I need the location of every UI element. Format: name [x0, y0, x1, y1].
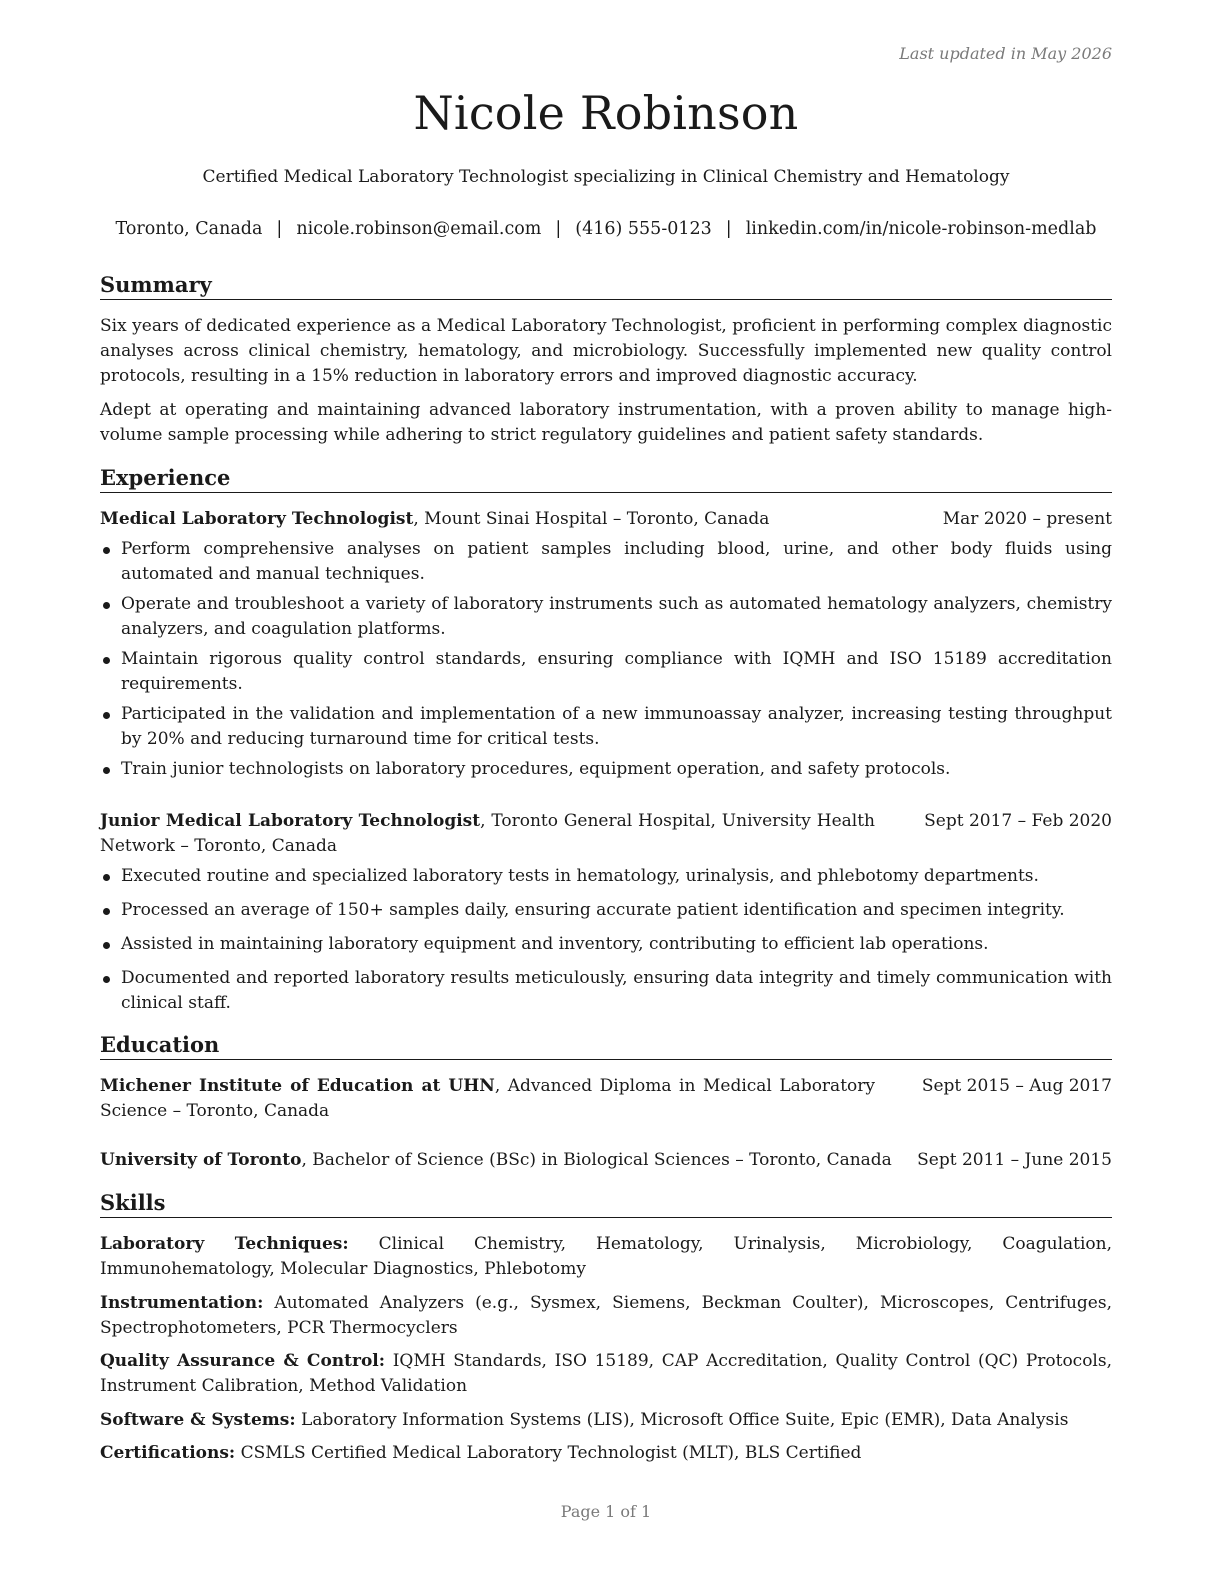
skill-label: Laboratory Techniques: — [100, 1234, 349, 1254]
page-number: Page 1 of 1 — [560, 1502, 652, 1521]
contact-separator: | — [276, 219, 283, 239]
education-details — [100, 1148, 892, 1173]
education-details — [100, 1074, 875, 1124]
section-title-skills: Skills — [100, 1190, 1112, 1218]
skill-value: Clinical Chemistry, Hematology, Urinalysis, Microbiology, Coagulation, Immunohematology, Molecular Diagnostics, Phlebotomy — [100, 1234, 1112, 1279]
summary-paragraph: Adept at operating and maintaining advanced laboratory instrumentation, with a proven ability to manage high-volume sample processing while adhering to strict regulatory guidelines and patient safety standards. — [100, 400, 1112, 445]
list-item: Executed routine and specialized laboratory tests in hematology, urinalysis, and phlebotomy departments. — [100, 864, 1112, 889]
contact-location: Toronto, Canada — [115, 219, 263, 239]
list-item: Participated in the validation and implementation of a new immunoassay analyzer, increasing testing throughput by 20% and reducing turnaround time for critical tests. — [100, 702, 1112, 752]
contact-phone[interactable]: (416) 555-0123 — [575, 219, 712, 239]
skill-value: Automated Analyzers (e.g., Sysmex, Siemens, Beckman Coulter), Microscopes, Centrifuges, Spectrophotometers, PCR Thermocyclers — [100, 1293, 1112, 1338]
list-item: Train junior technologists on laboratory procedures, equipment operation, and safety protocols. — [100, 757, 1112, 782]
experience-role — [100, 809, 875, 859]
skill-label: Software & Systems: — [100, 1410, 296, 1430]
skill-row — [100, 1441, 1112, 1466]
skill-label: Certifications: — [100, 1443, 236, 1463]
section-title-summary: Summary — [100, 272, 1112, 300]
list-item: Maintain rigorous quality control standards, ensuring compliance with IQMH and ISO 15189 accreditation requirements. — [100, 647, 1112, 697]
school-name: University of Toronto — [100, 1150, 302, 1170]
last-updated: Last updated in May 2026 — [899, 44, 1112, 63]
summary-paragraph: Six years of dedicated experience as a Medical Laboratory Technologist, proficient in performing complex diagnostic analyses across clinical chemistry, hematology, and microbiology. Successfully implemented new quality control protocols, resulting in a 15% reduction in laboratory errors and improved diagnostic accuracy. — [100, 316, 1112, 386]
experience-entry-header — [100, 809, 1112, 859]
skill-label: Instrumentation: — [100, 1293, 264, 1313]
list-item: Documented and reported laboratory results meticulously, ensuring data integrity and timely communication with clinical staff. — [100, 966, 1112, 1016]
skill-row — [100, 1291, 1112, 1341]
contact-separator: | — [725, 219, 732, 239]
job-organization: , Toronto General Hospital, University Health Network – Toronto, Canada — [100, 811, 875, 856]
skill-label: Quality Assurance & Control: — [100, 1351, 386, 1371]
list-item: Perform comprehensive analyses on patient samples including blood, urine, and other body fluids using automated and manual techniques. — [100, 537, 1112, 587]
contact-linkedin[interactable]: linkedin.com/in/nicole-robinson-medlab — [745, 219, 1097, 239]
headline: Certified Medical Laboratory Technologist specializing in Clinical Chemistry and Hematology — [202, 167, 1010, 187]
education-dates: Sept 2015 – Aug 2017 — [921, 1076, 1112, 1096]
skill-row — [100, 1349, 1112, 1399]
degree: , Advanced Diploma in Medical Laboratory Science – Toronto, Canada — [100, 1076, 875, 1121]
contact-email[interactable]: nicole.robinson@email.com — [296, 219, 542, 239]
list-item: Operate and troubleshoot a variety of laboratory instruments such as automated hematology analyzers, chemistry analyzers, and coagulation platforms. — [100, 592, 1112, 642]
contact-separator: | — [555, 219, 562, 239]
contact-line — [86, 219, 1126, 239]
skill-value: Laboratory Information Systems (LIS), Microsoft Office Suite, Epic (EMR), Data Analysis — [295, 1410, 1069, 1430]
candidate-name: Nicole Robinson — [413, 86, 799, 140]
education-entry — [100, 1074, 1112, 1124]
list-item: Assisted in maintaining laboratory equipment and inventory, contributing to efficient lab operations. — [100, 932, 1112, 957]
education-dates: Sept 2011 – June 2015 — [917, 1150, 1112, 1170]
section-title-education: Education — [100, 1032, 1112, 1060]
skill-value: IQMH Standards, ISO 15189, CAP Accreditation, Quality Control (QC) Protocols, Instrument Calibration, Method Validation — [100, 1351, 1113, 1396]
degree: , Bachelor of Science (BSc) in Biological Sciences – Toronto, Canada — [301, 1150, 892, 1170]
experience-entry-header — [100, 507, 1112, 532]
job-title: Junior Medical Laboratory Technologist — [100, 811, 481, 831]
job-dates: Mar 2020 – present — [942, 509, 1112, 529]
skill-row — [100, 1408, 1112, 1433]
skill-value: CSMLS Certified Medical Laboratory Technologist (MLT), BLS Certified — [235, 1443, 862, 1463]
experience-bullets — [100, 537, 1112, 782]
resume-page — [100, 0, 1112, 1584]
list-item: Processed an average of 150+ samples daily, ensuring accurate patient identification and specimen integrity. — [100, 898, 1112, 923]
job-title: Medical Laboratory Technologist — [100, 509, 414, 529]
education-entry — [100, 1148, 1112, 1173]
experience-bullets — [100, 864, 1112, 1016]
skill-row — [100, 1232, 1112, 1282]
job-dates: Sept 2017 – Feb 2020 — [924, 811, 1112, 831]
school-name: Michener Institute of Education at UHN — [100, 1076, 495, 1096]
experience-role — [100, 507, 875, 532]
job-organization: , Mount Sinai Hospital – Toronto, Canada — [413, 509, 770, 529]
section-title-experience: Experience — [100, 465, 1112, 493]
